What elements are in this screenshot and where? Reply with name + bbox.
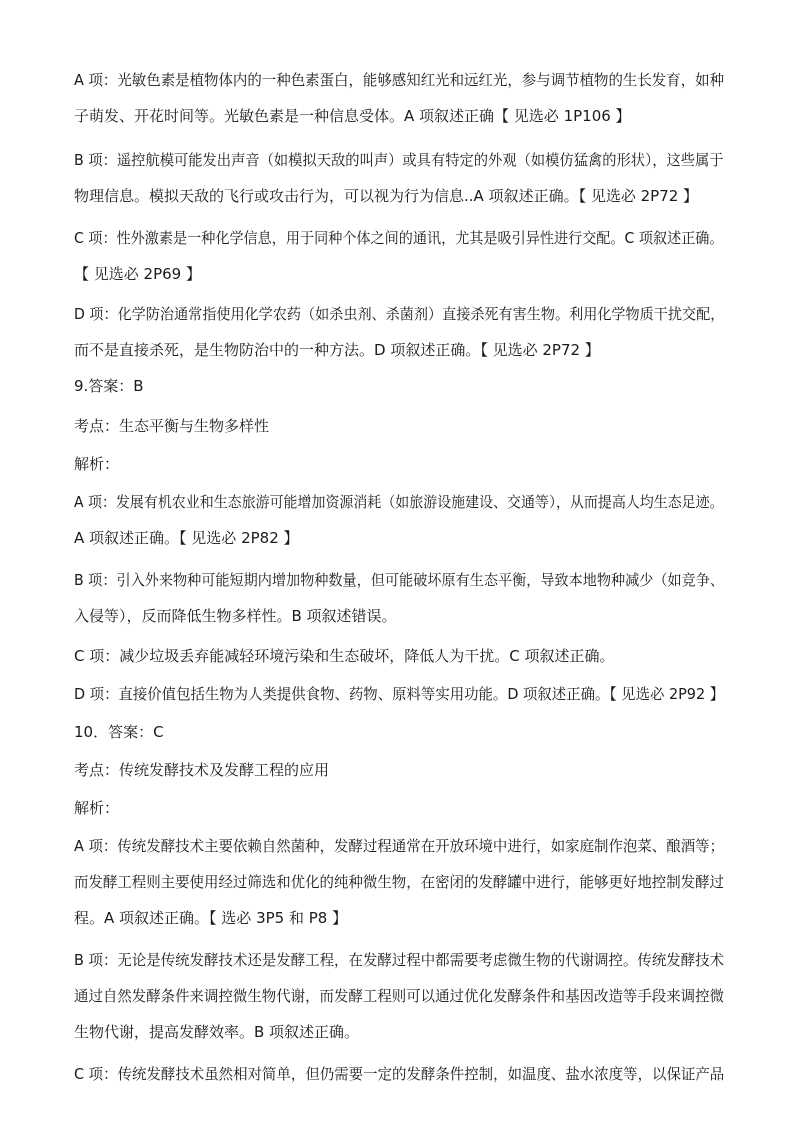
q9-answer: 9.答案：B [74,377,144,395]
q9-option-b-line-1: B 项：引入外来物种可能短期内增加物种数量，但可能破坏原有生态平衡，导致本地物种减少（如竞争、 [74,571,725,589]
q8-option-c-line-2: 【 见选必 2P69 】 [74,265,201,283]
q8-option-d-line-2: 而不是直接杀死，是生物防治中的一种方法。D 项叙述正确。【 见选必 2P72 】 [74,341,600,359]
q10-answer: 10．答案：C [74,723,164,741]
q8-option-a-line-1: A 项：光敏色素是植物体内的一种色素蛋白，能够感知红光和远红光，参与调节植物的生长发育，如种 [74,71,725,89]
q10-option-a-line-2: 而发酵工程则主要使用经过筛选和优化的纯种微生物，在密闭的发酵罐中进行，能够更好地控制发酵过 [74,873,725,891]
q10-option-b-line-3: 生物代谢，提高发酵效率。B 项叙述正确。 [74,1023,360,1041]
q8-option-b-line-2: 物理信息。模拟天敌的飞行或攻击行为，可以视为行为信息..A 项叙述正确。【 见选必 2P72 】 [74,187,699,205]
q10-option-a-line-1: A 项：传统发酵技术主要依赖自然菌种，发酵过程通常在开放环境中进行，如家庭制作泡菜、酿酒等； [74,837,725,855]
q10-option-c-line-1: C 项：传统发酵技术虽然相对简单，但仍需要一定的发酵条件控制，如温度、盐水浓度等，以保证产品 [74,1065,725,1083]
q10-option-a-line-3: 程。A 项叙述正确。【 选必 3P5 和 P8 】 [74,909,348,927]
q10-analysis-heading: 解析： [74,799,120,817]
q8-option-d-line-1: D 项：化学防治通常指使用化学农药（如杀虫剂、杀菌剂）直接杀死有害生物。利用化学物质干扰交配， [74,305,725,323]
q9-option-a-line-1: A 项：发展有机农业和生态旅游可能增加资源消耗（如旅游设施建设、交通等），从而提高人均生态足迹。 [74,493,724,511]
q9-option-a-line-2: A 项叙述正确。【 见选必 2P82 】 [74,529,299,547]
q9-analysis-heading: 解析： [74,455,120,473]
q10-option-b-line-2: 通过自然发酵条件来调控微生物代谢，而发酵工程则可以通过优化发酵条件和基因改造等手段来调控微 [74,987,725,1005]
q8-option-c-line-1: C 项：性外激素是一种化学信息，用于同种个体之间的通讯，尤其是吸引异性进行交配。C 项叙述正确。 [74,229,724,247]
q8-option-b-line-1: B 项：遥控航模可能发出声音（如模拟天敌的叫声）或具有特定的外观（如模仿猛禽的形状），这些属于 [74,151,724,169]
q10-test-point: 考点：传统发酵技术及发酵工程的应用 [74,761,330,779]
q9-option-c-line-1: C 项：减少垃圾丢弃能减轻环境污染和生态破坏，降低人为干扰。C 项叙述正确。 [74,647,615,665]
q10-option-b-line-1: B 项：无论是传统发酵技术还是发酵工程，在发酵过程中都需要考虑微生物的代谢调控。传统发酵技术 [74,951,725,969]
q9-test-point: 考点：生态平衡与生物多样性 [74,417,270,435]
q8-option-a-line-2: 子萌发、开花时间等。光敏色素是一种信息受体。A 项叙述正确【 见选必 1P106 】 [74,107,631,125]
q9-option-d-line-1: D 项：直接价值包括生物为人类提供食物、药物、原料等实用功能。D 项叙述正确。【 见选必 2P92 】 [74,685,725,703]
q9-option-b-line-2: 入侵等），反而降低生物多样性。B 项叙述错误。 [74,607,397,625]
